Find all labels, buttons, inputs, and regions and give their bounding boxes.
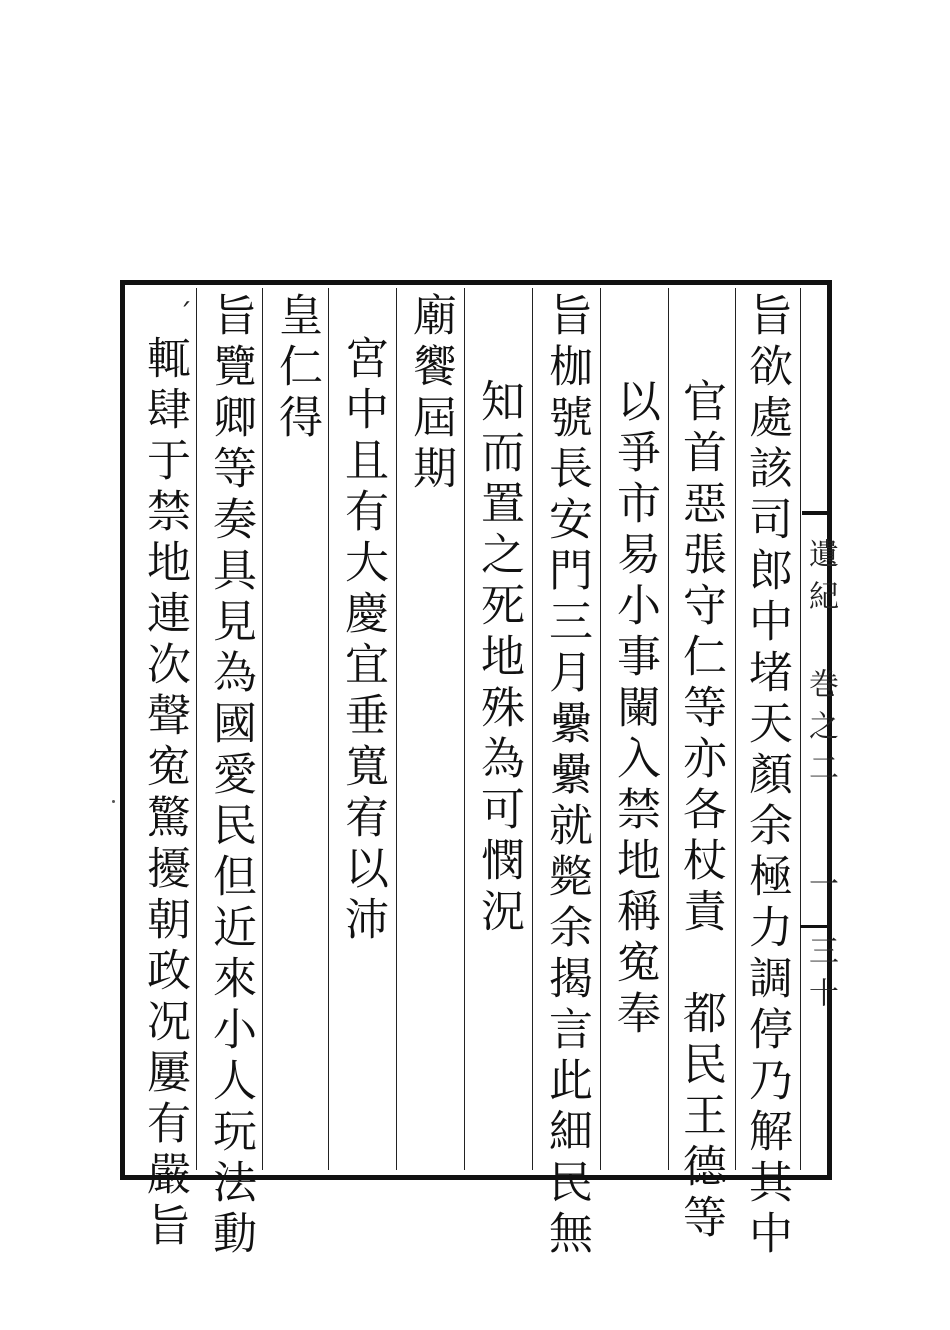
margin-upper-bar [802,280,832,515]
column-rule [328,288,329,1170]
column-rule [262,288,263,1170]
text-column-10: 輒肆于禁地連次聲寃驚擾朝政况屢有嚴旨 [139,335,190,1253]
column-rule [396,288,397,1170]
text-column-8: 皇仁得 [271,292,322,445]
column-rule [735,288,736,1170]
text-column-6: 廟饗屆期 [405,292,456,496]
text-column-4: 旨枷號長安門三月纍纍就斃余揭言此細民無 [541,292,592,1261]
text-column-5: 知而置之死地殊為可憫況 [473,378,524,939]
column-rule [668,288,669,1170]
text-column-2: 官首惡張守仁等亦各杖責 都民王德等 [675,378,726,1245]
text-column-9: 旨覽卿等奏具見為國愛民但近來小人玩法動 [205,292,256,1261]
column-rule [600,288,601,1170]
column-rule [196,288,197,1170]
text-column-3: 以爭市易小事闌入禁地稱寃奉 [609,378,660,1041]
margin-title: 遺紀 [803,538,838,622]
text-column-1: 旨欲處該司郎中堵天顏余極力調停乃解其中 [741,292,792,1261]
text-column-7: 宮中且有大慶宜垂寬宥以沛 [337,335,388,947]
column-rule [464,288,465,1170]
column-rule [532,288,533,1170]
margin-lower-text: 三十 [803,935,838,1019]
ink-speck [112,800,115,803]
ink-mark: ˊ [178,298,192,331]
margin-folio: 一 [803,868,838,910]
margin-juan: 巻之二 [803,668,838,794]
